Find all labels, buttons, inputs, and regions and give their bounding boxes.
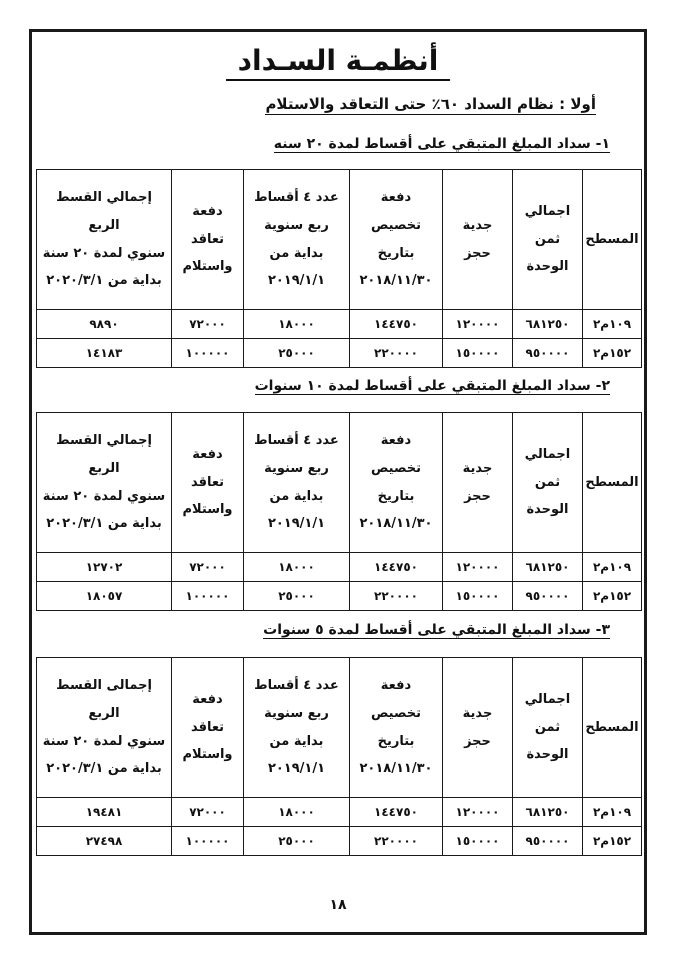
header-unit-total-price: اجمالي ثمن الوحدة — [513, 170, 583, 310]
cell-total-quarterly-installment: ١٢٧٠٢ — [37, 553, 172, 582]
cell-allocation-payment: ١٤٤٧٥٠ — [350, 310, 443, 339]
header-area: المسطح — [583, 413, 642, 553]
cell-unit-total-price: ٩٥٠٠٠٠ — [513, 339, 583, 368]
page-title-wrap — [0, 44, 676, 81]
header-reservation-deposit: جدية حجز — [443, 658, 513, 798]
table-row — [37, 310, 642, 339]
page-subtitle: أولا : نظام السداد ٦٠٪ حتى التعاقد والاستلام — [265, 95, 596, 113]
cell-quarterly-installments: ٢٥٠٠٠ — [244, 827, 350, 856]
header-allocation-payment: دفعة تخصيص بتاريخ ٢٠١٨/١١/٣٠ — [350, 170, 443, 310]
section-1-title-text: ١- سداد المبلغ المتبقي على أقساط لمدة ٢٠ سنه — [273, 136, 610, 152]
cell-contract-payment: ١٠٠٠٠٠ — [172, 827, 244, 856]
cell-contract-payment: ٧٢٠٠٠ — [172, 310, 244, 339]
header-unit-total-price: اجمالي ثمن الوحدة — [513, 658, 583, 798]
cell-quarterly-installments: ١٨٠٠٠ — [244, 310, 350, 339]
page-number: ١٨ — [329, 897, 347, 913]
cell-contract-payment: ٧٢٠٠٠ — [172, 553, 244, 582]
cell-total-quarterly-installment: ١٨٠٥٧ — [37, 582, 172, 611]
header-quarterly-installments: عدد ٤ أقساط ربع سنوية بداية من ٢٠١٩/١/١ — [244, 170, 350, 310]
cell-area: ١٥٢م٢ — [583, 827, 642, 856]
section-2-title — [255, 378, 610, 394]
cell-reservation-deposit: ١٢٠٠٠٠ — [443, 553, 513, 582]
cell-total-quarterly-installment: ١٩٤٨١ — [37, 798, 172, 827]
section-3-table — [36, 657, 642, 856]
header-contract-payment: دفعة تعاقد واستلام — [172, 413, 244, 553]
cell-total-quarterly-installment: ١٤١٨٣ — [37, 339, 172, 368]
cell-unit-total-price: ٦٨١٢٥٠ — [513, 553, 583, 582]
header-total-quarterly-installment: إجمالى القسط الربع سنوي لمدة ٢٠ سنة بداية من ٢٠٢٠/٣/١ — [37, 658, 172, 798]
cell-area: ١٥٢م٢ — [583, 582, 642, 611]
header-allocation-payment: دفعة تخصيص بتاريخ ٢٠١٨/١١/٣٠ — [350, 658, 443, 798]
cell-allocation-payment: ٢٢٠٠٠٠ — [350, 339, 443, 368]
cell-area: ١٠٩م٢ — [583, 553, 642, 582]
cell-unit-total-price: ٦٨١٢٥٠ — [513, 310, 583, 339]
cell-unit-total-price: ٩٥٠٠٠٠ — [513, 582, 583, 611]
cell-unit-total-price: ٩٥٠٠٠٠ — [513, 827, 583, 856]
cell-area: ١٥٢م٢ — [583, 339, 642, 368]
table-row — [37, 798, 642, 827]
cell-quarterly-installments: ١٨٠٠٠ — [244, 553, 350, 582]
table-row — [37, 827, 642, 856]
cell-quarterly-installments: ١٨٠٠٠ — [244, 798, 350, 827]
table-row — [37, 553, 642, 582]
header-reservation-deposit: جدية حجز — [443, 170, 513, 310]
header-total-quarterly-installment: إجمالي القسط الربع سنوي لمدة ٢٠ سنة بداية من ٢٠٢٠/٣/١ — [37, 170, 172, 310]
table-row — [37, 582, 642, 611]
section-2-title-text: ٢- سداد المبلغ المتبقي على أقساط لمدة ١٠ سنوات — [254, 378, 610, 394]
cell-quarterly-installments: ٢٥٠٠٠ — [244, 582, 350, 611]
section-3-title-text: ٣- سداد المبلغ المتبقي على أقساط لمدة ٥ سنوات — [263, 622, 610, 638]
cell-contract-payment: ٧٢٠٠٠ — [172, 798, 244, 827]
cell-contract-payment: ١٠٠٠٠٠ — [172, 339, 244, 368]
header-unit-total-price: اجمالي ثمن الوحدة — [513, 413, 583, 553]
section-2-table — [36, 412, 642, 611]
cell-area: ١٠٩م٢ — [583, 798, 642, 827]
header-reservation-deposit: جدية حجز — [443, 413, 513, 553]
header-contract-payment: دفعة تعاقد واستلام — [172, 170, 244, 310]
header-total-quarterly-installment: إجمالي القسط الربع سنوي لمدة ٢٠ سنة بداية من ٢٠٢٠/٣/١ — [37, 413, 172, 553]
page-title: أنظمـة السـداد — [226, 44, 451, 81]
cell-reservation-deposit: ١٥٠٠٠٠ — [443, 827, 513, 856]
header-quarterly-installments: عدد ٤ أقساط ربع سنوية بداية من ٢٠١٩/١/١ — [244, 658, 350, 798]
table-row — [37, 339, 642, 368]
section-1-table — [36, 169, 642, 368]
header-quarterly-installments: عدد ٤ أقساط ربع سنوية بداية من ٢٠١٩/١/١ — [244, 413, 350, 553]
cell-allocation-payment: ٢٢٠٠٠٠ — [350, 827, 443, 856]
cell-area: ١٠٩م٢ — [583, 310, 642, 339]
cell-contract-payment: ١٠٠٠٠٠ — [172, 582, 244, 611]
cell-allocation-payment: ١٤٤٧٥٠ — [350, 553, 443, 582]
cell-quarterly-installments: ٢٥٠٠٠ — [244, 339, 350, 368]
header-allocation-payment: دفعة تخصيص بتاريخ ٢٠١٨/١١/٣٠ — [350, 413, 443, 553]
section-1-title — [274, 136, 610, 152]
header-area: المسطح — [583, 658, 642, 798]
cell-reservation-deposit: ١٢٠٠٠٠ — [443, 310, 513, 339]
cell-reservation-deposit: ١٥٠٠٠٠ — [443, 339, 513, 368]
cell-unit-total-price: ٦٨١٢٥٠ — [513, 798, 583, 827]
cell-reservation-deposit: ١٥٠٠٠٠ — [443, 582, 513, 611]
cell-total-quarterly-installment: ٢٧٤٩٨ — [37, 827, 172, 856]
table-header-row — [37, 170, 642, 310]
cell-reservation-deposit: ١٢٠٠٠٠ — [443, 798, 513, 827]
cell-allocation-payment: ١٤٤٧٥٠ — [350, 798, 443, 827]
cell-allocation-payment: ٢٢٠٠٠٠ — [350, 582, 443, 611]
table-header-row — [37, 658, 642, 798]
cell-total-quarterly-installment: ٩٨٩٠ — [37, 310, 172, 339]
header-area: المسطح — [583, 170, 642, 310]
table-header-row — [37, 413, 642, 553]
header-contract-payment: دفعة تعاقد واستلام — [172, 658, 244, 798]
section-3-title — [263, 622, 610, 638]
